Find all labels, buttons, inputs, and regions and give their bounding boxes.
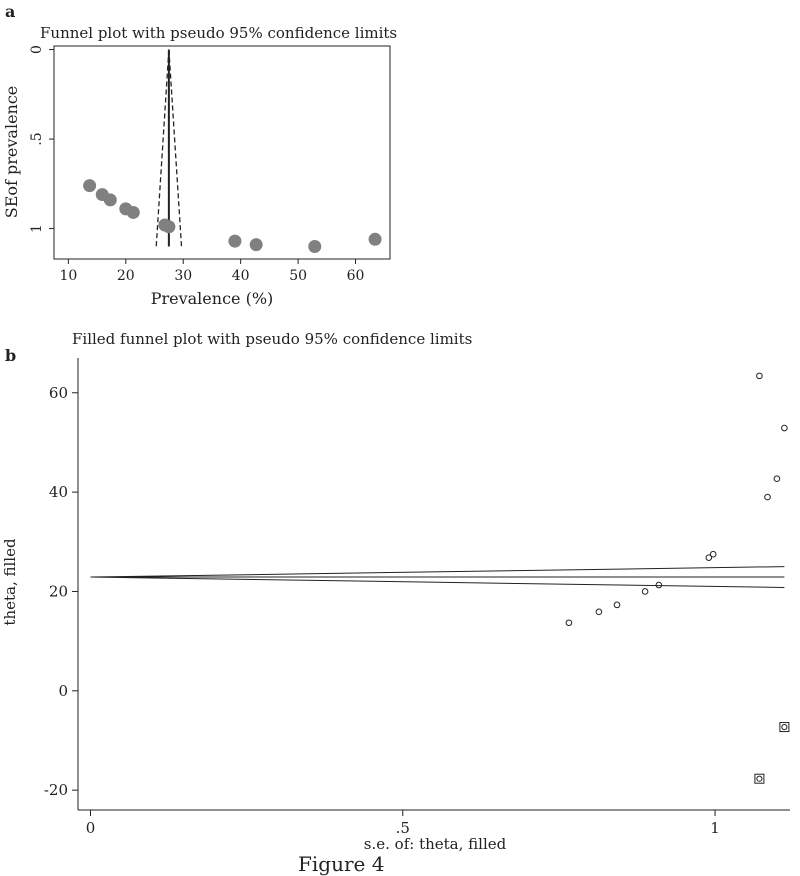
funnel-plot-a bbox=[0, 0, 800, 330]
plot-b-x-tick-label: .5 bbox=[395, 819, 410, 837]
chart-b-title: Filled funnel plot with pseudo 95% confidence limits bbox=[72, 330, 473, 348]
plot-b-observed-point bbox=[642, 589, 648, 595]
plot-b-lower-limit-line bbox=[90, 577, 784, 587]
plot-a-data-point bbox=[104, 193, 117, 206]
plot-b-x-tick-label: 1 bbox=[710, 819, 720, 837]
plot-a-x-tick-label: 30 bbox=[174, 268, 193, 284]
plot-b-x-axis-label: s.e. of: theta, filled bbox=[363, 835, 507, 853]
plot-b-filled-point bbox=[757, 776, 762, 781]
chart-a-title: Funnel plot with pseudo 95% confidence limits bbox=[40, 24, 398, 42]
plot-a-x-tick-label: 50 bbox=[289, 268, 308, 284]
plot-b-observed-point bbox=[765, 494, 771, 500]
plot-b-y-tick-label: 40 bbox=[48, 483, 68, 502]
plot-a-data-point bbox=[127, 206, 140, 219]
plot-a-x-tick-label: 40 bbox=[231, 268, 250, 284]
plot-a-x-tick-label: 20 bbox=[116, 268, 135, 284]
plot-b-upper-limit-line bbox=[90, 567, 784, 577]
plot-a-y-axis-label: SEof prevalence bbox=[2, 85, 21, 219]
plot-a-x-axis-label: Prevalence (%) bbox=[150, 289, 274, 308]
plot-b-observed-point bbox=[614, 602, 620, 608]
plot-a-y-tick-label: .5 bbox=[29, 132, 45, 146]
plot-b-y-tick-label: 20 bbox=[48, 582, 68, 601]
plot-a-data-point bbox=[369, 233, 382, 246]
plot-b-observed-point bbox=[757, 373, 763, 379]
plot-a-data-point bbox=[83, 179, 96, 192]
plot-a-y-tick-label: 1 bbox=[29, 224, 45, 234]
plot-a-frame bbox=[54, 46, 390, 259]
plot-a-data-point bbox=[250, 238, 263, 251]
plot-b-observed-point bbox=[566, 620, 572, 626]
plot-a-data-point bbox=[308, 240, 321, 253]
panel-b-letter: b bbox=[5, 346, 17, 365]
plot-a-x-tick-label: 60 bbox=[346, 268, 365, 284]
plot-a-data-point bbox=[162, 220, 175, 233]
plot-b-filled-point-box bbox=[780, 723, 789, 732]
panel-a-letter: a bbox=[5, 2, 16, 21]
plot-b-filled-point-box bbox=[755, 774, 764, 783]
plot-b-y-axis-label: theta, filled bbox=[1, 538, 19, 626]
plot-a-y-tick-label: 0 bbox=[29, 45, 45, 55]
plot-b-filled-point bbox=[782, 724, 787, 729]
plot-b-y-tick-label: 60 bbox=[48, 383, 68, 402]
plot-b-observed-point bbox=[596, 609, 602, 615]
plot-b-observed-point bbox=[710, 551, 716, 557]
plot-b-y-tick-label: 0 bbox=[58, 681, 68, 700]
plot-b-y-tick-label: -20 bbox=[43, 781, 68, 800]
figure-caption: Figure 4 bbox=[298, 852, 385, 876]
plot-b-observed-point bbox=[656, 582, 662, 588]
plot-b-observed-point bbox=[782, 425, 788, 431]
plot-a-x-tick-label: 10 bbox=[59, 268, 78, 284]
plot-a-data-point bbox=[228, 235, 241, 248]
plot-b-x-tick-label: 0 bbox=[85, 819, 96, 837]
plot-b-observed-point bbox=[774, 476, 780, 482]
filled-funnel-plot-b bbox=[0, 340, 800, 855]
